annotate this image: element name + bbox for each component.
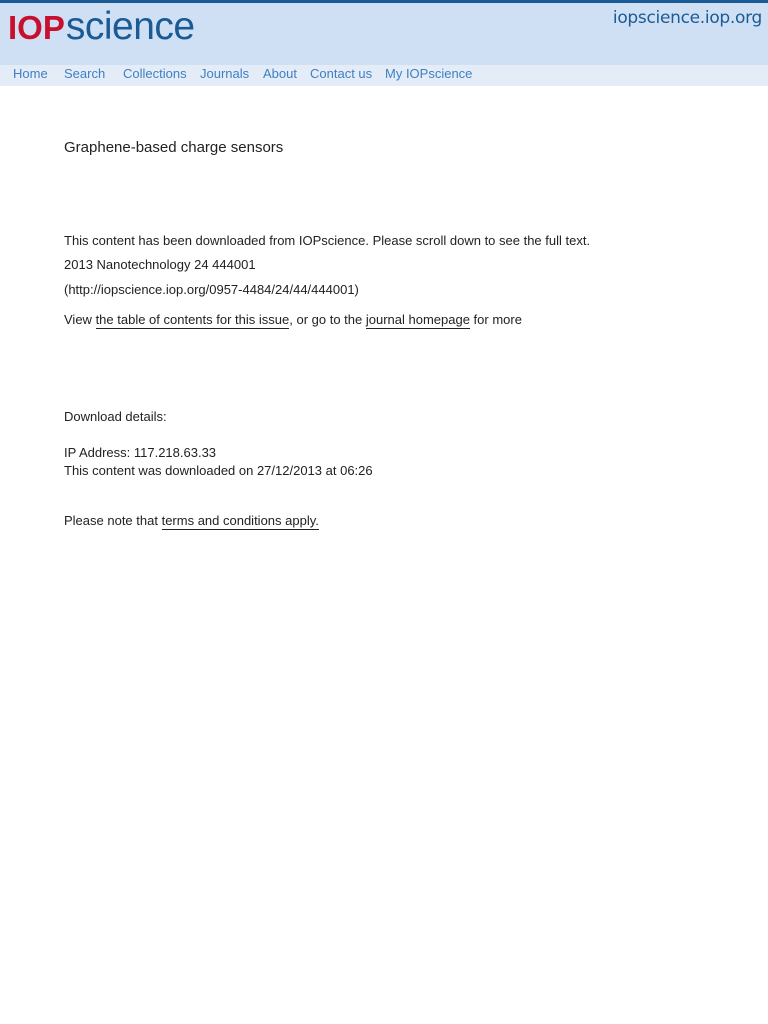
terms-line <box>64 513 319 529</box>
download-timestamp: This content was downloaded on 27/12/2013 at 06:26 <box>64 463 373 478</box>
view-links-line <box>64 312 522 328</box>
terms-prefix: Please note that <box>64 513 162 528</box>
download-details-heading: Download details: <box>64 409 167 424</box>
article-title: Graphene-based charge sensors <box>64 139 284 156</box>
nav-search[interactable]: Search <box>64 66 106 81</box>
nav-home[interactable]: Home <box>13 66 48 81</box>
view-prefix: View <box>64 312 96 327</box>
table-of-contents-link[interactable]: the table of contents for this issue <box>95 312 290 327</box>
nav-collections[interactable]: Collections <box>123 66 187 81</box>
logo-science-text: science <box>65 5 195 48</box>
article-citation: 2013 Nanotechnology 24 444001 <box>64 257 256 272</box>
site-url[interactable]: iopscience.iop.org <box>612 8 762 28</box>
nav-my-iopscience[interactable]: My IOPscience <box>385 66 473 81</box>
nav-contact-us[interactable]: Contact us <box>310 66 373 81</box>
article-url: (http://iopscience.iop.org/0957-4484/24/44/444001) <box>64 282 359 297</box>
iopscience-logo[interactable] <box>8 7 195 47</box>
view-suffix: for more <box>469 312 522 327</box>
download-notice: This content has been downloaded from IOPscience. Please scroll down to see the full text. <box>64 233 591 248</box>
terms-and-conditions-link[interactable]: terms and conditions apply. <box>161 513 319 528</box>
view-middle: , or go to the <box>289 312 366 327</box>
site-header <box>0 3 768 65</box>
nav-about[interactable]: About <box>263 66 297 81</box>
logo-iop-text: IOP <box>8 9 65 46</box>
ip-address: IP Address: 117.218.63.33 <box>64 445 217 460</box>
journal-homepage-link[interactable]: journal homepage <box>365 312 470 327</box>
main-nav <box>0 65 768 86</box>
nav-journals[interactable]: Journals <box>200 66 250 81</box>
